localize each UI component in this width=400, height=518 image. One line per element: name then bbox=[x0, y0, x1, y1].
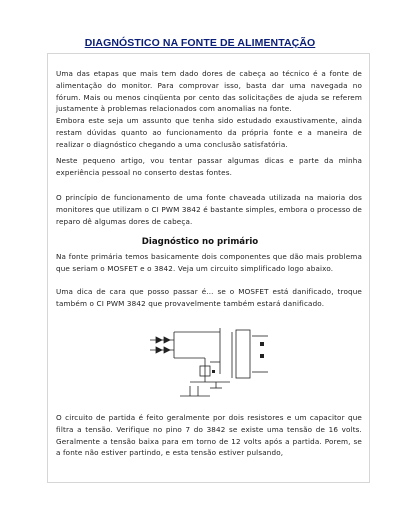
paragraph-tips: Neste pequeno artigo, vou tentar passar algumas dicas e parte da minha experiência pessoal no conserto destas fontes. bbox=[56, 156, 362, 177]
page-title: DIAGNÓSTICO NA FONTE DE ALIMENTAÇÃO bbox=[84, 37, 316, 49]
paragraph-intro: Uma das etapas que mais tem dado dores de cabeça ao técnico é a fonte de alimentação do monitor. Para comprovar isso, basta dar uma navegada no fórum. Mais ou menos cinqüenta por cento das solicitações de ajuda se referem justamente à problemas relacionados com anomalias na fonte. bbox=[56, 69, 362, 114]
circuit-schematic-icon bbox=[150, 322, 270, 402]
paragraph-primary: Na fonte primária temos basicamente dois componentes que dão mais problema que seriam o MOSFET e o 3842. Veja um circuito simplificado logo abaixo. bbox=[56, 252, 362, 273]
paragraph-startup: O circuito de partida é feito geralmente por dois resistores e um capacitor que filtra a tensão. Verifique no pino 7 do 3842 se existe uma tensão de 16 volts. Geralmente a tensão baixa para em torno de 12 volts após a partida. Porem, se a fonte não estiver partindo, e esta tensão estiver pulsando, bbox=[56, 413, 362, 458]
paragraph-hint: Uma dica de cara que posso passar é... se o MOSFET está danificado, troque também o CI PWM 3842 que provavelmente também estará danificado. bbox=[56, 287, 362, 308]
paragraph-studied: Embora este seja um assunto que tenha sido estudado exaustivamente, ainda restam dúvidas quanto ao funcionamento da própria fonte e a maneira de realizar o diagnóstico chegando a uma conclusão satisfatória. bbox=[56, 116, 362, 149]
paragraph-principle: O princípio de funcionamento de uma fonte chaveada utilizada na maioria dos monitores que utilizam o CI PWM 3842 é bastante simples, embora o processo de reparo dê algumas dores de cabeça. bbox=[56, 193, 362, 226]
section-heading: Diagnóstico no primário bbox=[141, 237, 259, 247]
